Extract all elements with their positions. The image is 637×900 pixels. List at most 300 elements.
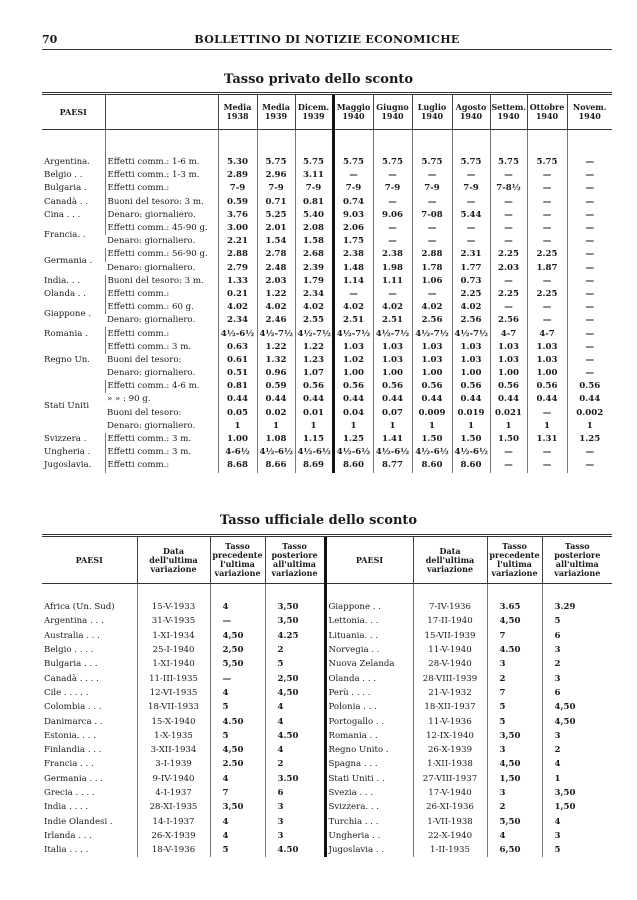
column-header: Tasso posteriore all'ultima variazione bbox=[542, 536, 612, 584]
rate-cell: 0.56 bbox=[527, 380, 567, 393]
country-cell: Estonia. . . . bbox=[44, 730, 96, 741]
rate-cell: 7-9 bbox=[412, 182, 452, 195]
rate-cell: 9.03 bbox=[333, 209, 373, 222]
rate-cell: — bbox=[490, 301, 527, 314]
country-cell: Italia . . . . bbox=[44, 845, 89, 856]
rate-cell: 0.21 bbox=[218, 288, 257, 301]
rate-cell: — bbox=[527, 182, 567, 195]
table-row bbox=[42, 301, 612, 314]
country-cell: Cina . . . bbox=[44, 209, 81, 220]
column-header: Data dell'ultima variazione bbox=[137, 536, 210, 584]
country-cell: Irlanda . . . bbox=[44, 830, 92, 841]
date-cell: 26-XI-1936 bbox=[413, 800, 487, 814]
rate-cell: 2.68 bbox=[295, 248, 333, 261]
table-row bbox=[42, 380, 612, 393]
date-cell: 28-VIII-1939 bbox=[413, 671, 487, 685]
rate-cell: 2.96 bbox=[257, 169, 295, 182]
rate-cell: 1 bbox=[373, 420, 412, 433]
rate-cell: 0.56 bbox=[567, 380, 612, 393]
table-row bbox=[42, 743, 612, 757]
previous-rate-cell: 4 bbox=[210, 829, 265, 843]
country-cell: Canadà . . bbox=[44, 196, 88, 207]
country-cell: Turchia . . . bbox=[325, 814, 413, 828]
new-rate-cell: 4.50 bbox=[265, 843, 325, 857]
rate-cell: — bbox=[567, 196, 612, 209]
country-cell: Lituania. . . bbox=[325, 629, 413, 643]
previous-rate-cell: 3,50 bbox=[210, 800, 265, 814]
previous-rate-cell: 1,50 bbox=[487, 772, 542, 786]
table-row bbox=[42, 657, 612, 671]
country-cell: Jugoslavia. bbox=[44, 460, 92, 471]
rate-cell: 2.31 bbox=[452, 248, 490, 261]
rate-cell: — bbox=[412, 196, 452, 209]
date-cell: 18-V-1936 bbox=[137, 843, 210, 857]
rate-cell: 7-9 bbox=[257, 182, 295, 195]
previous-rate-cell: 4 bbox=[210, 772, 265, 786]
rate-cell: 0.81 bbox=[295, 196, 333, 209]
new-rate-cell: 1 bbox=[542, 772, 612, 786]
rate-cell: — bbox=[490, 169, 527, 182]
rate-cell: 7-9 bbox=[452, 182, 490, 195]
rate-cell: 4½-6½ bbox=[257, 446, 295, 459]
rate-cell: 2.25 bbox=[527, 288, 567, 301]
rate-cell: — bbox=[527, 196, 567, 209]
rate-cell: — bbox=[452, 222, 490, 235]
rate-type-cell: Effetti comm.: 4-6 m. bbox=[105, 380, 218, 393]
previous-rate-cell: 6,50 bbox=[487, 843, 542, 857]
rate-cell: 2.34 bbox=[218, 314, 257, 327]
rate-cell: 2.88 bbox=[218, 248, 257, 261]
rate-cell: 1 bbox=[257, 420, 295, 433]
date-cell: 4-I-1937 bbox=[137, 786, 210, 800]
rate-cell: 0.44 bbox=[333, 393, 373, 406]
country-cell: Norvegia . . bbox=[325, 643, 413, 657]
rate-cell: — bbox=[567, 235, 612, 248]
rate-cell: 4½-7½ bbox=[373, 327, 412, 340]
rate-cell: — bbox=[567, 327, 612, 340]
rate-cell: — bbox=[567, 248, 612, 261]
rate-cell: — bbox=[567, 209, 612, 222]
country-cell: Australia . . . bbox=[44, 630, 100, 641]
rate-cell: 2.03 bbox=[490, 262, 527, 275]
rate-cell: 2.89 bbox=[218, 169, 257, 182]
new-rate-cell: 3,50 bbox=[265, 614, 325, 628]
table-row bbox=[42, 446, 612, 459]
table-row bbox=[42, 235, 612, 248]
table-row bbox=[42, 196, 612, 209]
rate-cell: 1.50 bbox=[490, 433, 527, 446]
rate-cell: 7-9 bbox=[333, 182, 373, 195]
rate-cell: 7-8½ bbox=[490, 182, 527, 195]
rate-cell: 0.56 bbox=[373, 380, 412, 393]
rate-cell: — bbox=[567, 288, 612, 301]
new-rate-cell: 3 bbox=[542, 643, 612, 657]
country-cell: Svizzera. . . bbox=[325, 800, 413, 814]
rate-cell: 2.25 bbox=[452, 288, 490, 301]
date-cell: 15-X-1940 bbox=[137, 714, 210, 728]
rate-cell: — bbox=[527, 222, 567, 235]
rate-cell: 4.02 bbox=[412, 301, 452, 314]
rate-cell: 0.01 bbox=[295, 407, 333, 420]
rate-cell: 2.25 bbox=[490, 248, 527, 261]
rate-cell: 1.08 bbox=[257, 433, 295, 446]
new-rate-cell: 4 bbox=[265, 700, 325, 714]
rate-cell: 1.03 bbox=[527, 341, 567, 354]
rate-cell: 0.44 bbox=[295, 393, 333, 406]
new-rate-cell: 2,50 bbox=[265, 671, 325, 685]
rate-cell: 1.31 bbox=[527, 433, 567, 446]
new-rate-cell: 2 bbox=[542, 657, 612, 671]
country-cell: Regno Un. bbox=[44, 354, 91, 365]
rate-cell: 4½-7½ bbox=[452, 327, 490, 340]
date-cell: 17-II-1940 bbox=[413, 614, 487, 628]
rate-cell: — bbox=[527, 209, 567, 222]
country-cell: Giappone . . bbox=[325, 600, 413, 614]
new-rate-cell: 5 bbox=[542, 614, 612, 628]
date-cell: 27-VIII-1937 bbox=[413, 772, 487, 786]
new-rate-cell: 4 bbox=[265, 743, 325, 757]
country-cell: Francia . . . bbox=[44, 759, 94, 770]
rate-type-cell: Effetti comm.: 1-6 m. bbox=[105, 156, 218, 169]
table-row bbox=[42, 262, 612, 275]
rate-cell: — bbox=[567, 301, 612, 314]
table-row bbox=[42, 814, 612, 828]
rate-cell: 1.03 bbox=[490, 341, 527, 354]
previous-rate-cell: 2 bbox=[487, 800, 542, 814]
rate-cell: — bbox=[527, 314, 567, 327]
date-cell: 22-X-1940 bbox=[413, 829, 487, 843]
date-cell: 26-X-1939 bbox=[413, 743, 487, 757]
rate-cell: 0.44 bbox=[412, 393, 452, 406]
rate-cell: 1.78 bbox=[412, 262, 452, 275]
rate-cell: 0.59 bbox=[257, 380, 295, 393]
rate-cell: 2.88 bbox=[412, 248, 452, 261]
rate-cell: 1.03 bbox=[333, 341, 373, 354]
rate-cell: 1 bbox=[490, 420, 527, 433]
rate-cell: 0.021 bbox=[490, 407, 527, 420]
column-header: Maggio 1940 bbox=[333, 94, 373, 130]
rate-cell: 0.44 bbox=[452, 393, 490, 406]
rate-type-cell: Effetti comm.: 3 m. bbox=[105, 433, 218, 446]
new-rate-cell: 3 bbox=[265, 800, 325, 814]
table-row bbox=[42, 629, 612, 643]
rate-cell: 4½-6½ bbox=[295, 446, 333, 459]
spacer-cell bbox=[105, 130, 218, 157]
table-row bbox=[42, 714, 612, 728]
rate-cell: 1.54 bbox=[257, 235, 295, 248]
page-number: 70 bbox=[42, 33, 58, 46]
rate-cell: — bbox=[490, 235, 527, 248]
date-cell: 17-V-1940 bbox=[413, 786, 487, 800]
table-row bbox=[42, 393, 612, 406]
previous-rate-cell: 3,50 bbox=[487, 729, 542, 743]
table-row bbox=[42, 729, 612, 743]
rate-cell: 2.56 bbox=[452, 314, 490, 327]
rate-cell: 1.22 bbox=[295, 341, 333, 354]
rate-cell: 1 bbox=[218, 420, 257, 433]
previous-rate-cell: 7 bbox=[487, 686, 542, 700]
rate-cell: 2.51 bbox=[373, 314, 412, 327]
rate-cell: 4½-7½ bbox=[295, 327, 333, 340]
table-row bbox=[42, 248, 612, 261]
rate-cell: 5.75 bbox=[490, 156, 527, 169]
rate-cell: 5.25 bbox=[257, 209, 295, 222]
column-header: Data dell'ultima variazione bbox=[413, 536, 487, 584]
rate-cell: 7-9 bbox=[218, 182, 257, 195]
rate-cell: 5.75 bbox=[257, 156, 295, 169]
previous-rate-cell: 5,50 bbox=[487, 814, 542, 828]
official-discount-table bbox=[42, 534, 612, 857]
column-header: Tasso posteriore all'ultima variazione bbox=[265, 536, 325, 584]
date-cell: 31-V-1935 bbox=[137, 614, 210, 628]
rate-cell: — bbox=[373, 169, 412, 182]
rate-cell: 0.56 bbox=[452, 380, 490, 393]
rate-cell: — bbox=[567, 222, 612, 235]
rate-cell: — bbox=[567, 341, 612, 354]
rate-cell: 2.21 bbox=[218, 235, 257, 248]
previous-rate-cell: 5 bbox=[487, 700, 542, 714]
country-cell: Svezia . . . bbox=[325, 786, 413, 800]
rate-cell: 1.33 bbox=[218, 275, 257, 288]
rate-cell: — bbox=[567, 314, 612, 327]
previous-rate-cell: 4 bbox=[210, 814, 265, 828]
country-cell: Regno Unito . bbox=[325, 743, 413, 757]
column-header: Ottobre 1940 bbox=[527, 94, 567, 130]
private-discount-table bbox=[42, 92, 612, 473]
country-cell: Indie Olandesi . bbox=[44, 816, 113, 827]
rate-cell: 2.25 bbox=[490, 288, 527, 301]
rate-cell: 0.009 bbox=[412, 407, 452, 420]
new-rate-cell: 3 bbox=[265, 829, 325, 843]
rate-cell: 4½-6½ bbox=[412, 446, 452, 459]
rate-cell: 1.75 bbox=[333, 235, 373, 248]
rate-cell: 1.03 bbox=[452, 341, 490, 354]
rate-cell: 4.02 bbox=[333, 301, 373, 314]
rate-type-cell: Denaro: giornaliero. bbox=[107, 262, 196, 273]
rate-cell: 0.73 bbox=[452, 275, 490, 288]
date-cell: 15-V-1933 bbox=[137, 600, 210, 614]
date-cell: 9-IV-1940 bbox=[137, 772, 210, 786]
column-header: Settem. 1940 bbox=[490, 94, 527, 130]
spacer-cell bbox=[490, 130, 527, 157]
country-cell: Nuova Zelanda bbox=[325, 657, 413, 671]
rate-cell: 4½-6½ bbox=[373, 446, 412, 459]
previous-rate-cell: 5 bbox=[210, 843, 265, 857]
new-rate-cell: 4 bbox=[265, 714, 325, 728]
rate-type-cell: Denaro: giornaliero. bbox=[105, 209, 218, 222]
rate-cell: 2.56 bbox=[412, 314, 452, 327]
rate-cell: 0.51 bbox=[218, 367, 257, 380]
rate-cell: 1.03 bbox=[412, 354, 452, 367]
rate-cell: 5.75 bbox=[333, 156, 373, 169]
spacer-cell bbox=[412, 130, 452, 157]
date-cell: 18-VII-1933 bbox=[137, 700, 210, 714]
rate-cell: — bbox=[412, 288, 452, 301]
date-cell: 3-I-1939 bbox=[137, 757, 210, 771]
rate-cell: 0.63 bbox=[218, 341, 257, 354]
running-header bbox=[42, 33, 612, 50]
rate-cell: — bbox=[567, 156, 612, 169]
rate-cell: — bbox=[527, 446, 567, 459]
column-header: PAESI bbox=[59, 106, 87, 117]
rate-cell: 0.44 bbox=[527, 393, 567, 406]
country-cell: Argentina. bbox=[44, 157, 91, 168]
official-discount-title: Tasso ufficiale dello sconto bbox=[219, 513, 418, 528]
rate-cell: 5.75 bbox=[527, 156, 567, 169]
rate-cell: 0.44 bbox=[373, 393, 412, 406]
previous-rate-cell: 5 bbox=[210, 700, 265, 714]
rate-cell: 1.22 bbox=[257, 288, 295, 301]
rate-cell: 2.06 bbox=[333, 222, 373, 235]
date-cell: 25-I-1940 bbox=[137, 643, 210, 657]
rate-cell: 8.77 bbox=[373, 459, 412, 472]
table-row bbox=[42, 700, 612, 714]
rate-type-cell: Buoni del tesoro: bbox=[107, 407, 182, 418]
rate-cell: 0.56 bbox=[490, 380, 527, 393]
rate-cell: 1.58 bbox=[295, 235, 333, 248]
column-header: Tasso precedente l'ultima variazione bbox=[487, 536, 542, 584]
rate-cell: 8.69 bbox=[295, 459, 333, 472]
rate-cell: 2.46 bbox=[257, 314, 295, 327]
country-cell: Olanda . . . bbox=[325, 671, 413, 685]
table-row bbox=[42, 169, 612, 182]
rate-type-cell: Buoni del tesoro: 3 m. bbox=[105, 275, 218, 288]
rate-cell: 4.02 bbox=[218, 301, 257, 314]
rate-type-cell: Buoni del tesoro: bbox=[107, 354, 182, 365]
date-cell: 18-XII-1937 bbox=[413, 700, 487, 714]
country-cell: Romania . bbox=[44, 328, 88, 339]
rate-cell: 2.38 bbox=[333, 248, 373, 261]
rate-cell: 1.03 bbox=[373, 341, 412, 354]
rate-cell: 0.56 bbox=[295, 380, 333, 393]
rate-cell: 8.66 bbox=[257, 459, 295, 472]
spacer-cell bbox=[487, 584, 542, 601]
spacer-cell bbox=[257, 130, 295, 157]
rate-cell: — bbox=[452, 196, 490, 209]
rate-cell: — bbox=[412, 235, 452, 248]
rate-type-cell: Buoni del tesoro: 3 m. bbox=[105, 196, 218, 209]
rate-cell: — bbox=[567, 367, 612, 380]
table-row bbox=[42, 614, 612, 628]
rate-type-cell: Denaro: giornaliero. bbox=[107, 236, 196, 247]
rate-cell: 4-7 bbox=[490, 327, 527, 340]
rate-cell: — bbox=[412, 169, 452, 182]
rate-cell: 0.02 bbox=[257, 407, 295, 420]
table-row bbox=[42, 459, 612, 472]
column-header bbox=[105, 94, 218, 130]
rate-cell: — bbox=[527, 235, 567, 248]
country-cell: Germania . bbox=[44, 256, 93, 266]
rate-cell: 1 bbox=[412, 420, 452, 433]
column-header: PAESI bbox=[75, 554, 103, 565]
date-cell: 21-V-1932 bbox=[413, 686, 487, 700]
date-cell: 1-XI-1940 bbox=[137, 657, 210, 671]
rate-cell: 1.06 bbox=[412, 275, 452, 288]
country-cell: Francia. . bbox=[44, 229, 86, 240]
country-cell: Grecia . . . . bbox=[44, 788, 95, 798]
table-row bbox=[42, 367, 612, 380]
table-row bbox=[42, 275, 612, 288]
country-cell: Polonia . . . bbox=[325, 700, 413, 714]
date-cell: 1-VII-1938 bbox=[413, 814, 487, 828]
spacer-cell bbox=[542, 584, 612, 601]
rate-cell: — bbox=[527, 275, 567, 288]
rate-cell: — bbox=[527, 169, 567, 182]
new-rate-cell: 4.50 bbox=[265, 729, 325, 743]
new-rate-cell: 3,50 bbox=[265, 600, 325, 614]
country-cell: India. . . bbox=[44, 275, 80, 286]
rate-cell: 8.68 bbox=[218, 459, 257, 472]
previous-rate-cell: 3 bbox=[487, 657, 542, 671]
new-rate-cell: 4 bbox=[542, 757, 612, 771]
table-row bbox=[42, 314, 612, 327]
country-cell: India . . . . bbox=[44, 802, 89, 813]
rate-cell: 1.03 bbox=[490, 354, 527, 367]
new-rate-cell: 3 bbox=[542, 829, 612, 843]
new-rate-cell: 6 bbox=[265, 786, 325, 800]
rate-cell: 1.03 bbox=[527, 354, 567, 367]
previous-rate-cell: 2 bbox=[487, 671, 542, 685]
new-rate-cell: 4,50 bbox=[542, 700, 612, 714]
rate-cell: 1.87 bbox=[527, 262, 567, 275]
date-cell: 12-IX-1940 bbox=[413, 729, 487, 743]
rate-cell: — bbox=[452, 235, 490, 248]
date-cell: 28-XI-1935 bbox=[137, 800, 210, 814]
table-row bbox=[42, 288, 612, 301]
rate-cell: — bbox=[490, 222, 527, 235]
journal-title: BOLLETTINO DI NOTIZIE ECONOMICHE bbox=[194, 33, 460, 46]
table-row bbox=[42, 600, 612, 614]
spacer-cell bbox=[527, 130, 567, 157]
rate-cell: 1.07 bbox=[295, 367, 333, 380]
rate-cell: 4-7 bbox=[527, 327, 567, 340]
new-rate-cell: 4,50 bbox=[542, 714, 612, 728]
rate-cell: 0.002 bbox=[567, 407, 612, 420]
new-rate-cell: 4 bbox=[542, 814, 612, 828]
previous-rate-cell: 2,50 bbox=[210, 643, 265, 657]
previous-rate-cell: 7 bbox=[210, 786, 265, 800]
rate-cell: 4.02 bbox=[257, 301, 295, 314]
previous-rate-cell: 7 bbox=[487, 629, 542, 643]
rate-cell: 4-6½ bbox=[218, 446, 257, 459]
rate-cell: — bbox=[373, 235, 412, 248]
rate-cell: 3.00 bbox=[218, 222, 257, 235]
table-row bbox=[42, 800, 612, 814]
previous-rate-cell: 3 bbox=[487, 743, 542, 757]
rate-cell: 2.51 bbox=[333, 314, 373, 327]
table-row bbox=[42, 354, 612, 367]
country-cell: Lettonia. . . bbox=[325, 614, 413, 628]
country-cell: Bulgaria . bbox=[44, 183, 87, 194]
previous-rate-cell: 4 bbox=[210, 686, 265, 700]
rate-cell: 5.75 bbox=[412, 156, 452, 169]
rate-cell: 1.03 bbox=[373, 354, 412, 367]
rate-cell: 4.02 bbox=[452, 301, 490, 314]
rate-cell: — bbox=[490, 196, 527, 209]
rate-cell: 0.44 bbox=[490, 393, 527, 406]
country-cell: Finlandia . . . bbox=[44, 745, 102, 756]
country-cell: Olanda . . bbox=[44, 288, 87, 299]
rate-cell: 1.00 bbox=[527, 367, 567, 380]
rate-type-cell: » » : 90 g. bbox=[107, 394, 151, 405]
rate-cell: 1 bbox=[527, 420, 567, 433]
table-row bbox=[42, 407, 612, 420]
date-cell: 26-X-1939 bbox=[137, 829, 210, 843]
country-cell: Argentina . . . bbox=[44, 616, 104, 627]
column-header: Dicem. 1939 bbox=[295, 94, 333, 130]
new-rate-cell: 4.25 bbox=[265, 629, 325, 643]
rate-type-cell: Effetti comm.: 45-90 g. bbox=[105, 222, 218, 235]
